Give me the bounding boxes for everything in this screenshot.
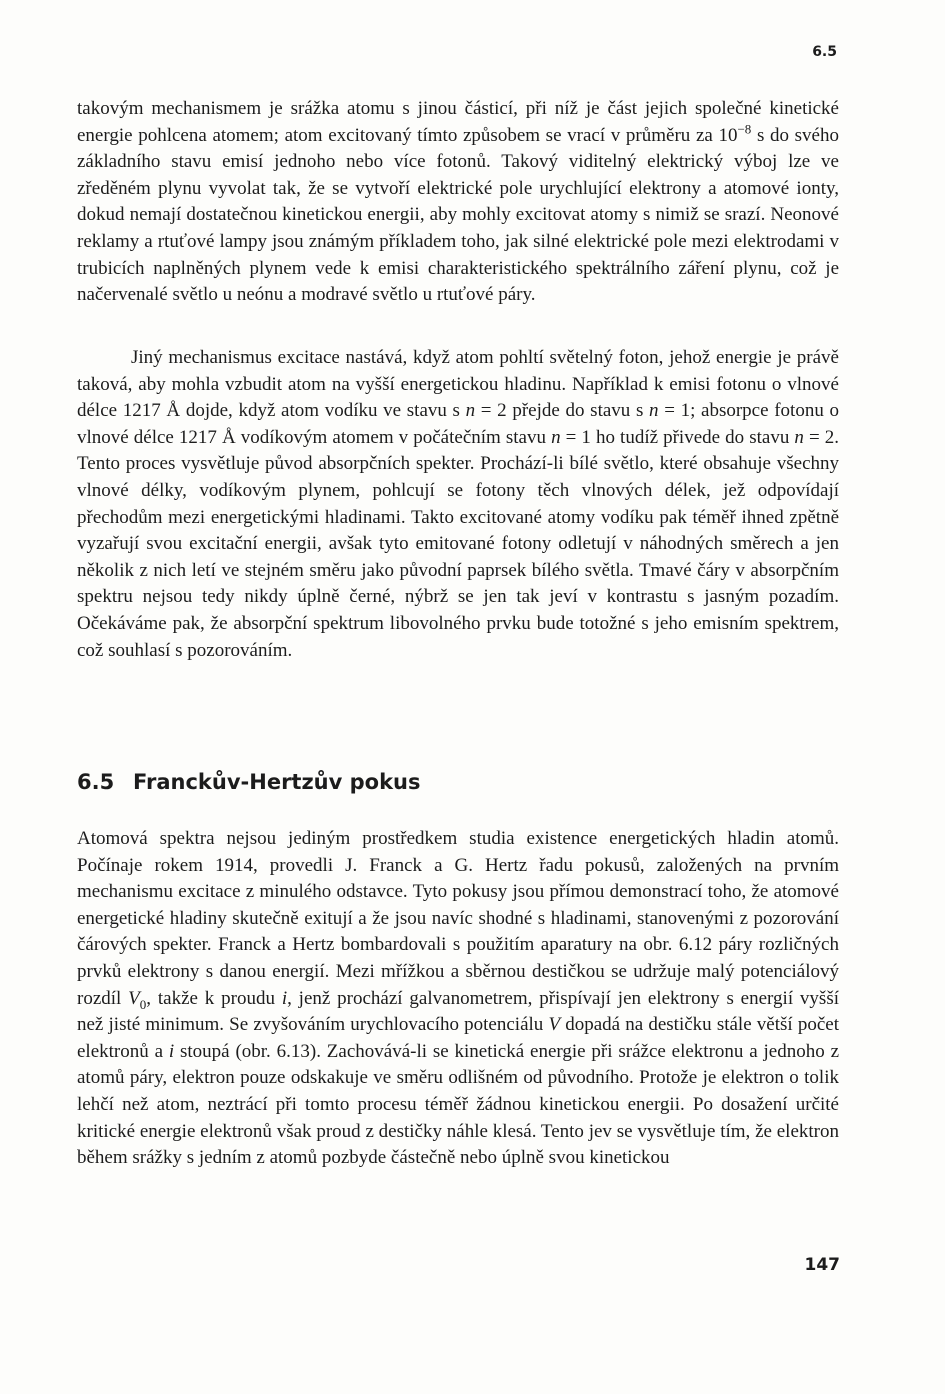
section-title: Franckův-Hertzův pokus [133, 770, 421, 794]
math-symbol: n [649, 400, 659, 422]
math-symbol: V [128, 987, 140, 1009]
math-symbol: n [794, 426, 804, 448]
text-run: Jiný mechanismus excitace nastává, když atom pohltí světelný foton, jehož energie je právě taková, aby mohla vzbudit atom na vyšší energetickou hladinu. Například k emisi fotonu o vlnové délce 1217 Å dojde, když atom vodíku ve stavu s [77, 347, 839, 422]
text-run: , jenž prochází galvanometrem, přispívají jen elektrony s energií vyšší než jisté minimum. Se zvyšováním urychlovacího potenciálu [77, 987, 840, 1036]
math-symbol: i [281, 987, 288, 1009]
math-symbol: V [548, 1014, 561, 1036]
paragraph-text [77, 96, 839, 309]
text-run: Atomová spektra nejsou jediným prostředkem studia existence energetických hladin atomů. Počínaje rokem 1914, provedli J. Franck a G. Hertz řadu pokusů, založených na prvním mechanismu excitace z minulého odstavce. Tyto pokusy jsou přímou demonstrací toho, že atomové energetické hladiny skutečně exitují a že jsou navíc shodné s hladinami, stanovenými z pozorování čárových spekter. Franck a Hertz bombardovali s použitím aparatury na obr. 6.12 páry rozličných prvků elektrony s danou energií. Mezi mřížkou a sběrnou destičkou se udržuje malý potenciálový rozdíl [77, 828, 839, 1009]
paragraph-text [77, 345, 839, 664]
text-run: = 1 ho tudíž přivede do stavu [560, 426, 795, 448]
paragraph-text [77, 826, 839, 1172]
running-head: 6.5 [812, 44, 837, 60]
math-symbol: i [168, 1040, 175, 1062]
paragraph-franck-hertz [77, 826, 839, 1172]
paragraph-excitation-collision [77, 96, 839, 309]
section-heading [77, 770, 421, 794]
text-run: s do svého základního stavu emisí jednoho nebo více fotonů. Takový viditelný elektrický výboj lze ve zředěném plynu vyvolat tak, že se vytvoří elektrické pole urychlující elektrony a atomové ionty, dokud nemají dostatečnou kinetickou energii, aby mohly excitovat atomy s nimiž se srazí. Neonové reklamy a rtuťové lampy jsou známým příkladem toho, jak silné elektrické pole mezi elektrodami v trubicích naplněných plynem vede k emisi charakteristického spektrálního záření plynu, což je načervenalé světlo u neónu a modravé světlo u rtuťové páry. [77, 124, 839, 306]
superscript: −8 [737, 121, 752, 137]
text-run: dopadá na destičku stále větší počet elektronů a [77, 1014, 840, 1062]
text-run: takovým mechanismem je srážka atomu s jinou částicí, při níž je část jejich společné kinetické energie pohlcena atomem; atom excitovaný tímto způsobem se vrací v průměru za 10 [77, 98, 839, 146]
section-number: 6.5 [77, 770, 115, 794]
text-run: , takže k proudu [146, 987, 282, 1009]
text-run: = 2. Tento proces vysvětluje původ absorpčních spekter. Prochází-li bílé světlo, které obsahuje všechny vlnové délky, vodíkovým plynem, pohlcují se fotony těch vlnových délek, jež odpovídají přechodům mezi energetickými hladinami. Takto excitované atomy vodíku pak téměř ihned zpětně vyzařují svou excitační energii, avšak tyto emitované fotony odletují v náhodných směrech a jen několik z nich letí ve stejném směru jako původní paprsek bílého světla. Tmavé čáry v absorpčním spektru nejsou tedy nikdy úplně černé, nýbrž se jen tak jeví v kontrastu s jasným pozadím. Očekáváme pak, že absorpční spektrum libovolného prvku bude totožné s jeho emisním spektrem, což souhlasí s pozorováním. [77, 426, 839, 661]
page-number: 147 [804, 1255, 840, 1275]
paragraph-excitation-photon [77, 345, 839, 664]
text-run: = 2 přejde do stavu s [475, 400, 650, 422]
text-run: = 1; absorpce fotonu o vlnové délce 1217 Å vodíkovým atomem v počátečním stavu [77, 400, 839, 448]
subscript: 0 [139, 996, 147, 1012]
text-run: stoupá (obr. 6.13). Zachovává-li se kinetická energie při srážce elektronu a jednoho z atomů páry, elektron pouze odskakuje ve směru odlišném od původního. Protože je elektron o tolik lehčí než atom, neztrácí při tomto procesu téměř žádnou kinetickou energii. Po dosažení určité kritické energie elektronů však proud z destičky náhle klesá. Tento jev se vysvětluje tím, že elektron během srážky s jedním z atomů pozbyde částečně nebo úplně svou kinetickou [77, 1040, 839, 1169]
math-symbol: n [551, 426, 561, 448]
math-symbol: n [465, 400, 476, 422]
